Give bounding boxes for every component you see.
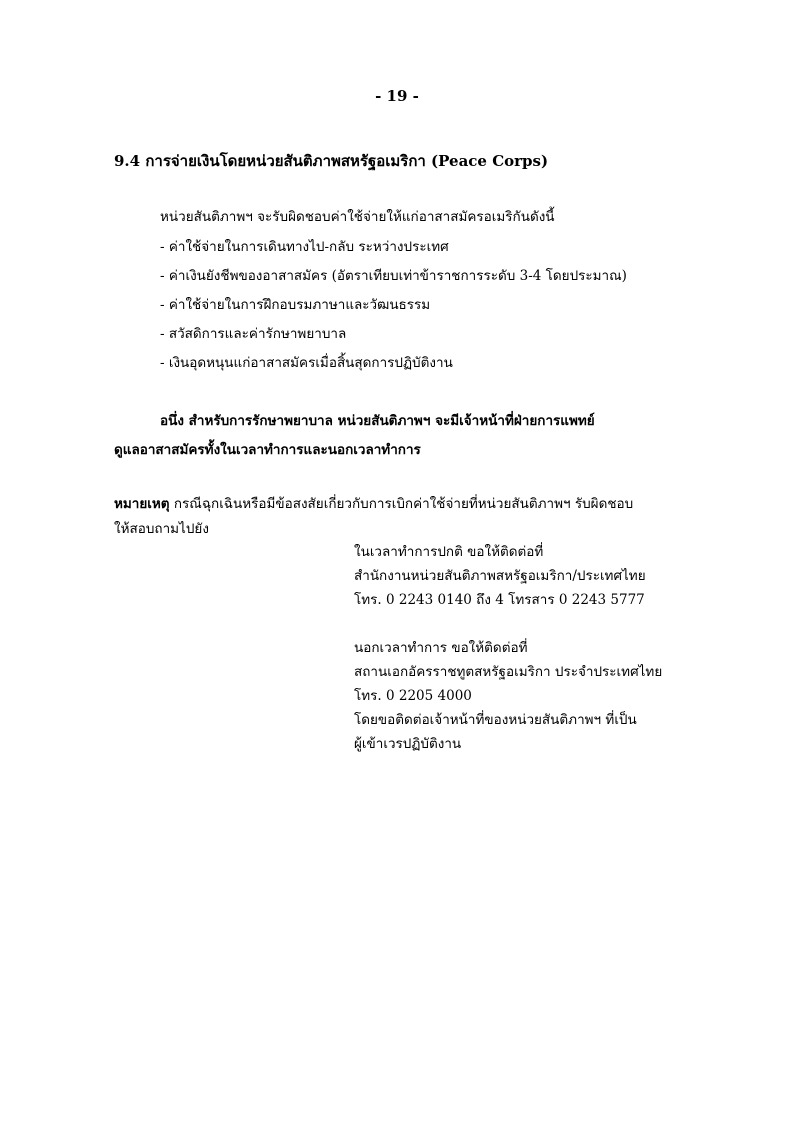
expense-item: - เงินอุดหนุนแก่อาสาสมัครเมื่อสิ้นสุดการปฏิบัติงาน <box>160 355 453 371</box>
contact-instruction: โดยขอติดต่อเจ้าหน้าที่ของหน่วยสันติภาพฯ ที่เป็น <box>354 712 637 728</box>
expense-item: - ค่าใช้จ่ายในการเดินทางไป-กลับ ระหว่างประเทศ <box>160 239 449 255</box>
medical-paragraph-line-1: อนึ่ง สำหรับการรักษาพยาบาล หน่วยสันติภาพฯ จะมีเจ้าหน้าที่ฝ่ายการแพทย์ <box>160 413 595 429</box>
contact-when: นอกเวลาทำการ ขอให้ติดต่อที่ <box>354 640 528 656</box>
note-line-2: ให้สอบถามไปยัง <box>114 521 209 537</box>
contact-place: สำนักงานหน่วยสันติภาพสหรัฐอเมริกา/ประเทศไทย <box>354 568 646 584</box>
note-text: กรณีฉุกเฉินหรือมีข้อสงสัยเกี่ยวกับการเบิกค่าใช้จ่ายที่หน่วยสันติภาพฯ รับผิดชอบ <box>173 496 634 512</box>
page-number: - 19 - <box>375 87 419 105</box>
expense-item: - สวัสดิการและค่ารักษาพยาบาล <box>160 326 347 342</box>
note-line-1 <box>114 493 633 515</box>
contact-after-hours <box>354 637 662 757</box>
contact-office-hours <box>354 541 646 613</box>
note-label: หมายเหตุ <box>114 496 170 512</box>
contact-phone: โทร. 0 2243 0140 ถึง 4 โทรสาร 0 2243 5777 <box>354 592 645 608</box>
contact-instruction: ผู้เข้าเวรปฏิบัติงาน <box>354 736 462 752</box>
contact-when: ในเวลาทำการปกติ ขอให้ติดต่อที่ <box>354 544 544 560</box>
medical-paragraph-line-2: ดูแลอาสาสมัครทั้งในเวลาทำการและนอกเวลาทำการ <box>114 442 421 458</box>
expense-list <box>160 236 627 381</box>
contact-place: สถานเอกอัครราชทูตสหรัฐอเมริกา ประจำประเทศไทย <box>354 664 663 680</box>
expense-item: - ค่าใช้จ่ายในการฝึกอบรมภาษาและวัฒนธรรม <box>160 297 431 313</box>
section-intro: หน่วยสันติภาพฯ จะรับผิดชอบค่าใช้จ่ายให้แก่อาสาสมัครอเมริกันดังนี้ <box>160 209 555 225</box>
expense-item: - ค่าเงินยังชีพของอาสาสมัคร (อัตราเทียบเท่าข้าราชการระดับ 3-4 โดยประมาณ) <box>160 268 627 284</box>
section-heading: 9.4 การจ่ายเงินโดยหน่วยสันติภาพสหรัฐอเมริกา (Peace Corps) <box>114 152 549 170</box>
contact-phone: โทร. 0 2205 4000 <box>354 688 472 704</box>
